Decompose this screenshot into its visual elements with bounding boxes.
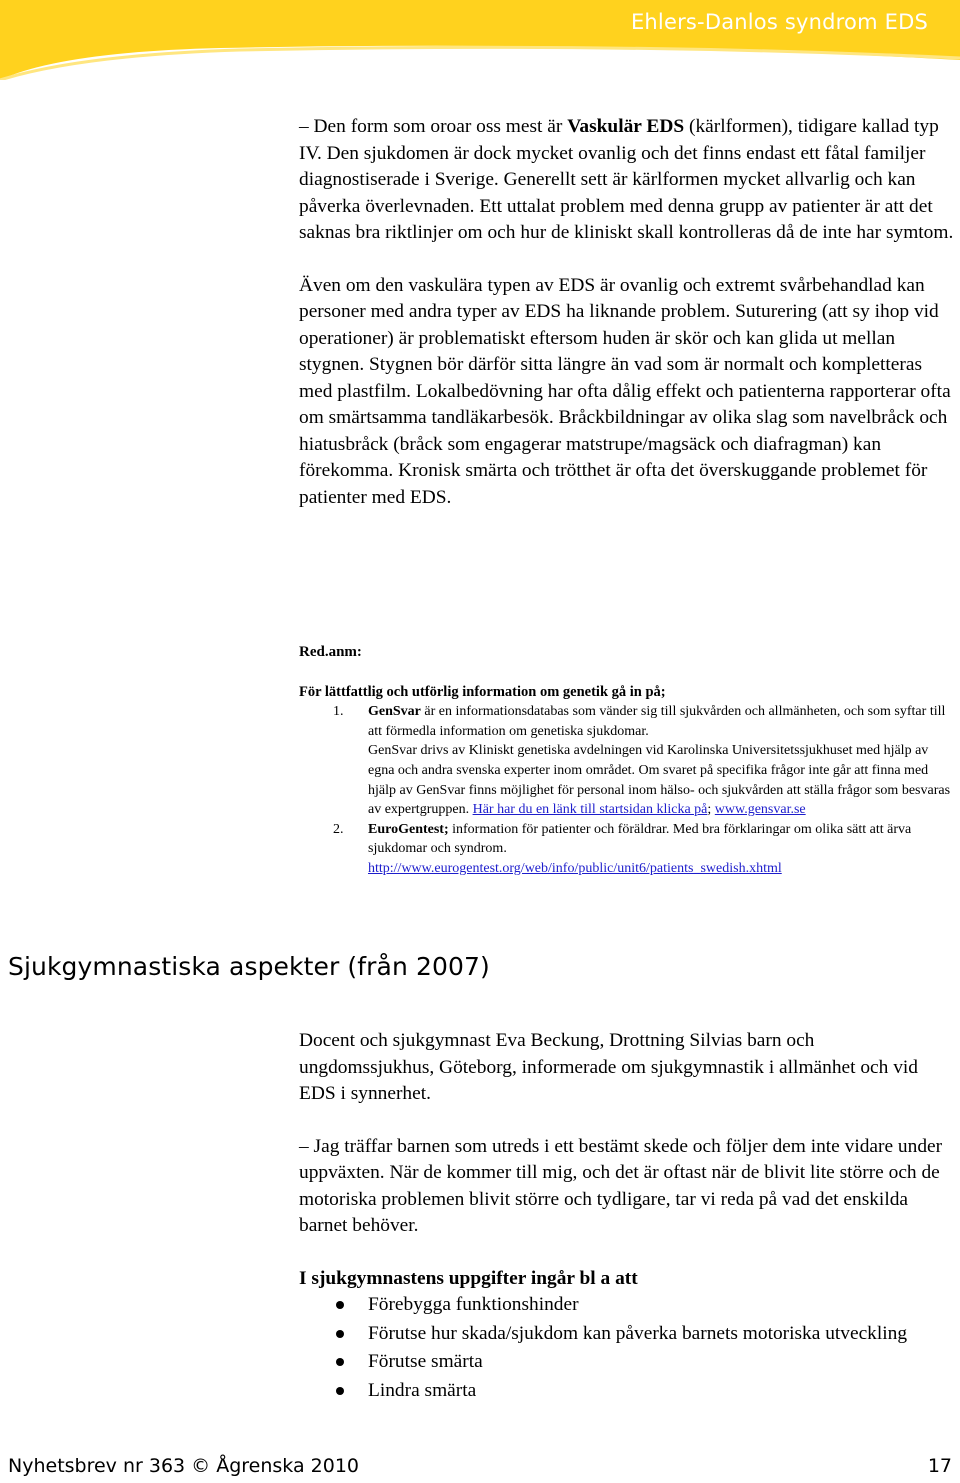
gensvar-text-2: GenSvar drivs av Kliniskt genetiska avdelningen vid Karolinska Universitetssjukhuset med hjälp av egna och andra svenska experter inom området. Om svaret på specifika frågor inte går att finna med hjälp av GenSvar finns möjlighet för personal inom hälso- och sjukvården att ställa frågor som besvaras av expertgruppen. (368, 743, 951, 818)
section-paragraph-1: Docent och sjukgymnast Eva Beckung, Drottning Silvias barn och ungdomssjukhus, Göteborg, informerade om sjukgymnastik i allmänhet och vid EDS i synnerhet. (299, 1030, 918, 1104)
page-number: 17 (927, 1455, 952, 1477)
list-item-text: Förutse smärta (368, 1351, 483, 1372)
note-heading: För lättfattlig och utförlig information om genetik gå in på; (299, 683, 666, 700)
intro-paragraph-1 (299, 114, 954, 247)
list-item-text: Förebygga funktionshinder (368, 1294, 579, 1315)
header-band (0, 0, 960, 80)
list-item-text: Förutse hur skada/sjukdom kan påverka barnets motoriska utveckling (368, 1322, 908, 1344)
list-item (299, 1292, 954, 1319)
footer-publication: Nyhetsbrev nr 363 © Ågrenska 2010 (8, 1455, 359, 1477)
list-item (299, 702, 954, 820)
list-item-text: Lindra smärta (368, 1379, 477, 1401)
section-heading: Sjukgymnastiska aspekter (från 2007) (8, 952, 490, 981)
note-list (299, 702, 954, 878)
section-body (299, 1028, 954, 1404)
bullet-icon (336, 1387, 344, 1395)
note-label: Red.anm: (299, 644, 362, 660)
intro-p1-prefix: – Den form som oroar oss mest är (299, 116, 568, 137)
list-number: 2. (333, 821, 344, 837)
list-item (299, 1349, 954, 1376)
link-separator: ; (707, 802, 715, 818)
list-item (299, 820, 954, 879)
bullet-icon (336, 1358, 344, 1366)
bullet-icon (336, 1301, 344, 1309)
intro-p1-bold: Vaskulär EDS (567, 116, 685, 137)
eurogentest-text: information för patienter och föräldrar. Med bra förklaringar om olika sätt att ärva sjukdomar och syndrom. (368, 821, 912, 857)
eurogentest-link[interactable]: http://www.eurogentest.org/web/info/public/unit6/patients_swedish.xhtml (368, 860, 782, 876)
task-list (299, 1292, 954, 1404)
eurogentest-name: EuroGentest; (368, 821, 449, 837)
gensvar-name: GenSvar (368, 704, 421, 720)
intro-paragraph-2: Även om den vaskulära typen av EDS är ovanlig och extremt svårbehandlad kan personer med andra typer av EDS ha liknande problem. Suturering (att sy ihop vid operationer) är problematiskt eftersom huden är skör och kan glida ut mellan stygnen. Stygnen bör därför sitta längre än vad som är normalt och kompletteras med plastfilm. Lokalbedövning har ofta dålig effekt och patienterna rapporterar ofta om smärtsamma tandläkarbesök. Bråckbildningar av olika slag som navelbråck och hiatusbråck (bråck som engagerar matstrupe/magsäck och diafragman) kan förekomma. Kronisk smärta och trötthet är ofta det överskuggande problemet för patienter med EDS. (299, 274, 951, 508)
list-item (299, 1378, 954, 1405)
gensvar-text-1: är en informationsdatabas som vänder sig till sjukvården och allmänheten, och som syftar till att förmedla information om genetiska sjukdomar. (368, 704, 946, 739)
editor-note (299, 643, 954, 879)
gensvar-start-link[interactable]: Här har du en länk till startsidan klicka på (472, 802, 708, 818)
bullet-icon (336, 1330, 344, 1338)
section-paragraph-2: – Jag träffar barnen som utreds i ett bestämt skede och följer dem inte vidare under uppväxten. När de kommer till mig, och det är oftast när de blivit lite större och de motoriska problemen blivit större och tydligare, tar vi reda på vad det enskilda barnet behöver. (299, 1135, 943, 1236)
header-title: Ehlers-Danlos syndrom EDS (630, 10, 928, 34)
gensvar-url-link[interactable]: www.gensvar.se (714, 802, 806, 818)
list-item (299, 1321, 954, 1348)
intro-p1-rest: (kärlformen), tidigare kallad typ IV. Den sjukdomen är dock mycket ovanlig och det finns endast ett fåtal familjer diagnostiserade i Sverige. Generellt sett är kärlformen mycket allvarlig och kan påverka överlevnaden. Ett uttalat problem med denna grupp av patienter är att det saknas bra riktlinjer om och hur de kliniskt skall kontrolleras då de inte har symtom. (299, 116, 954, 243)
intro-section (299, 114, 954, 511)
list-number: 1. (333, 704, 344, 720)
list-heading: I sjukgymnastens uppgifter ingår bl a att (299, 1267, 638, 1289)
